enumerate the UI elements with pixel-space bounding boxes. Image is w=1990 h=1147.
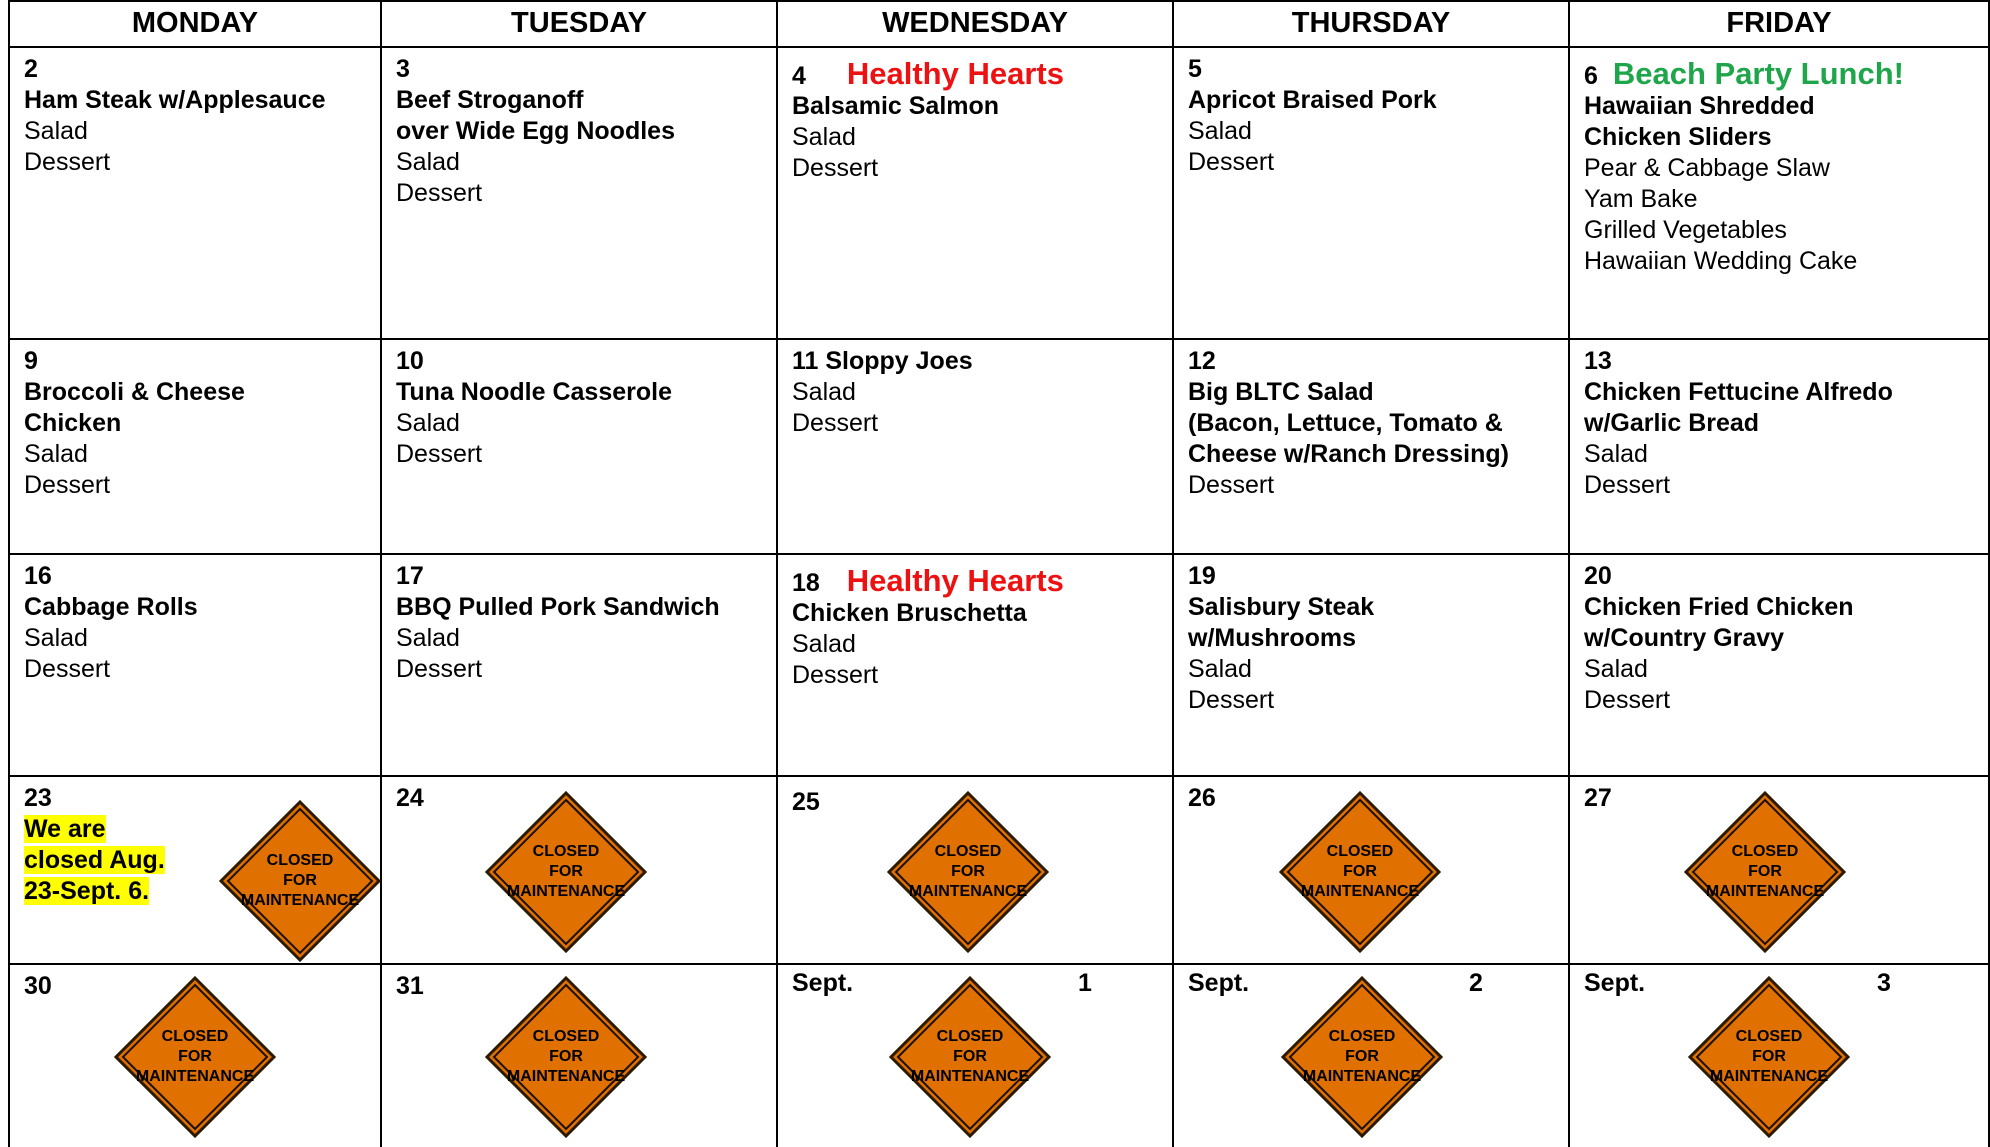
side-item: Salad (792, 123, 856, 151)
side-item: Dessert (1188, 686, 1275, 714)
day-number: 6 (1584, 62, 1598, 90)
main-dish: Balsamic Salmon (792, 92, 1000, 120)
sign-text: FOR (953, 1048, 987, 1065)
closure-notice: 23-Sept. 6. (24, 877, 150, 905)
day-number: 16 (24, 562, 52, 590)
day-number: 27 (1584, 784, 1612, 812)
sign-text: FOR (549, 863, 583, 880)
day-number: 4 (792, 62, 806, 90)
day-number: 10 (396, 347, 424, 375)
day-cell (382, 340, 776, 470)
sign-text: FOR (283, 872, 317, 889)
header-friday: FRIDAY (1726, 6, 1832, 39)
closed-for-maintenance-sign (1280, 975, 1444, 1139)
main-dish: Hawaiian Shredded (1584, 92, 1815, 120)
side-item: Salad (396, 148, 460, 176)
sign-text: FOR (1748, 863, 1782, 880)
day-cell (1174, 340, 1568, 501)
closure-notice: closed Aug. (24, 846, 165, 874)
side-item: Salad (24, 117, 88, 145)
side-item: Salad (1188, 655, 1252, 683)
sign-text: MAINTENANCE (1302, 1068, 1422, 1085)
main-dish: Apricot Braised Pork (1188, 86, 1437, 114)
day-cell (778, 555, 1172, 691)
day-number: 13 (1584, 347, 1612, 375)
side-item: Salad (24, 440, 88, 468)
closed-for-maintenance-sign (113, 975, 277, 1139)
header-wednesday: WEDNESDAY (882, 6, 1068, 39)
sign-text: MAINTENANCE (506, 1068, 626, 1085)
sign-text: CLOSED (532, 1028, 600, 1045)
day-number: 3 (1877, 969, 1891, 997)
day-number: 9 (24, 347, 38, 375)
header-tuesday: TUESDAY (511, 6, 647, 39)
main-dish: (Bacon, Lettuce, Tomato & (1188, 409, 1503, 437)
main-dish: w/Garlic Bread (1584, 409, 1760, 437)
closed-for-maintenance-sign (886, 790, 1050, 954)
header-thursday: THURSDAY (1291, 6, 1451, 39)
day-cell (10, 48, 380, 178)
day-number: 5 (1188, 55, 1202, 83)
day-number: 17 (396, 562, 424, 590)
sign-text: CLOSED (1326, 843, 1394, 860)
day-cell (1570, 340, 1988, 501)
sign-text: MAINTENANCE (1300, 883, 1420, 900)
closed-for-maintenance-sign (484, 790, 648, 954)
healthy-hearts-tag: Healthy Hearts (846, 563, 1064, 598)
header-monday: MONDAY (131, 6, 259, 39)
closed-for-maintenance-sign (1278, 790, 1442, 954)
sign-text: MAINTENANCE (908, 883, 1028, 900)
side-item: Grilled Vegetables (1584, 216, 1787, 244)
side-item: Salad (396, 409, 460, 437)
sign-text: CLOSED (161, 1028, 229, 1045)
main-dish: over Wide Egg Noodles (396, 117, 675, 145)
side-item: Salad (792, 630, 856, 658)
side-item: Dessert (24, 655, 111, 683)
side-item: Dessert (396, 655, 483, 683)
side-item: Dessert (24, 471, 111, 499)
month-label: Sept. (1188, 969, 1250, 997)
side-item: Dessert (1584, 471, 1671, 499)
main-dish: w/Mushrooms (1188, 624, 1357, 652)
closed-for-maintenance-sign (218, 799, 382, 963)
healthy-hearts-tag: Healthy Hearts (846, 56, 1064, 91)
sign-text: CLOSED (936, 1028, 1004, 1045)
sign-text: MAINTENANCE (910, 1068, 1030, 1085)
side-item: Dessert (792, 409, 879, 437)
main-dish: Chicken Sliders (1584, 123, 1772, 151)
closed-for-maintenance-sign (484, 975, 648, 1139)
side-item: Pear & Cabbage Slaw (1584, 154, 1830, 182)
sign-text: FOR (178, 1048, 212, 1065)
sign-text: FOR (1345, 1048, 1379, 1065)
day-number: 26 (1188, 784, 1216, 812)
side-item: Hawaiian Wedding Cake (1584, 247, 1858, 275)
sign-text: MAINTENANCE (1709, 1068, 1829, 1085)
side-item: Dessert (396, 179, 483, 207)
sign-text: FOR (549, 1048, 583, 1065)
side-item: Salad (24, 624, 88, 652)
main-dish: Ham Steak w/Applesauce (24, 86, 326, 114)
side-item: Salad (1584, 655, 1648, 683)
day-cell (1570, 555, 1988, 716)
side-item: Salad (396, 624, 460, 652)
month-label: Sept. (792, 969, 854, 997)
main-dish: BBQ Pulled Pork Sandwich (396, 593, 720, 621)
day-number: 23 (24, 784, 52, 812)
side-item: Yam Bake (1584, 185, 1698, 213)
main-dish: w/Country Gravy (1584, 624, 1785, 652)
main-dish: 11 Sloppy Joes (792, 347, 973, 375)
beach-party-tag: Beach Party Lunch! (1612, 56, 1904, 91)
side-item: Salad (792, 378, 856, 406)
day-number: 31 (396, 972, 424, 1000)
side-item: Dessert (1188, 471, 1275, 499)
side-item: Salad (1584, 440, 1648, 468)
main-dish: Chicken Bruschetta (792, 599, 1027, 627)
sign-text: FOR (1343, 863, 1377, 880)
day-cell (10, 340, 380, 501)
main-dish: Tuna Noodle Casserole (396, 378, 672, 406)
closure-notice: We are (24, 815, 106, 843)
main-dish: Salisbury Steak (1188, 593, 1375, 621)
day-cell (778, 340, 1172, 439)
sign-text: CLOSED (1735, 1028, 1803, 1045)
side-item: Dessert (1584, 686, 1671, 714)
sign-text: MAINTENANCE (240, 892, 360, 909)
side-item: Dessert (24, 148, 111, 176)
main-dish: Chicken Fried Chicken (1584, 593, 1854, 621)
month-label: Sept. (1584, 969, 1646, 997)
day-number: 3 (396, 55, 410, 83)
side-item: Salad (1188, 117, 1252, 145)
main-dish: Cheese w/Ranch Dressing) (1188, 440, 1509, 468)
day-number: 2 (24, 55, 38, 83)
day-number: 19 (1188, 562, 1216, 590)
day-cell (778, 48, 1172, 184)
day-number: 1 (1078, 969, 1092, 997)
sign-text: MAINTENANCE (506, 883, 626, 900)
day-number: 25 (792, 788, 820, 816)
side-item: Dessert (1188, 148, 1275, 176)
day-cell (10, 555, 380, 685)
sign-text: CLOSED (934, 843, 1002, 860)
sign-text: CLOSED (266, 852, 334, 869)
closed-for-maintenance-sign (1687, 975, 1851, 1139)
day-cell (1174, 48, 1568, 178)
sign-text: MAINTENANCE (1705, 883, 1825, 900)
day-cell (382, 48, 776, 209)
day-number: 20 (1584, 562, 1612, 590)
side-item: Dessert (792, 154, 879, 182)
day-number: 18 (792, 569, 820, 597)
day-number: 2 (1469, 969, 1483, 997)
day-number: 12 (1188, 347, 1216, 375)
day-number: 30 (24, 972, 52, 1000)
main-dish: Chicken (24, 409, 122, 437)
day-cell (382, 555, 776, 685)
main-dish: Beef Stroganoff (396, 86, 584, 114)
sign-text: FOR (951, 863, 985, 880)
sign-text: CLOSED (1328, 1028, 1396, 1045)
main-dish: Cabbage Rolls (24, 593, 198, 621)
closed-for-maintenance-sign (888, 975, 1052, 1139)
day-number: 24 (396, 784, 424, 812)
side-item: Dessert (792, 661, 879, 689)
sign-text: MAINTENANCE (135, 1068, 255, 1085)
main-dish: Broccoli & Cheese (24, 378, 245, 406)
closed-for-maintenance-sign (1683, 790, 1847, 954)
side-item: Dessert (396, 440, 483, 468)
main-dish: Big BLTC Salad (1188, 378, 1374, 406)
main-dish: Chicken Fettucine Alfredo (1584, 378, 1893, 406)
day-cell (1570, 48, 1988, 277)
day-cell (1174, 555, 1568, 716)
sign-text: FOR (1752, 1048, 1786, 1065)
sign-text: CLOSED (1731, 843, 1799, 860)
sign-text: CLOSED (532, 843, 600, 860)
